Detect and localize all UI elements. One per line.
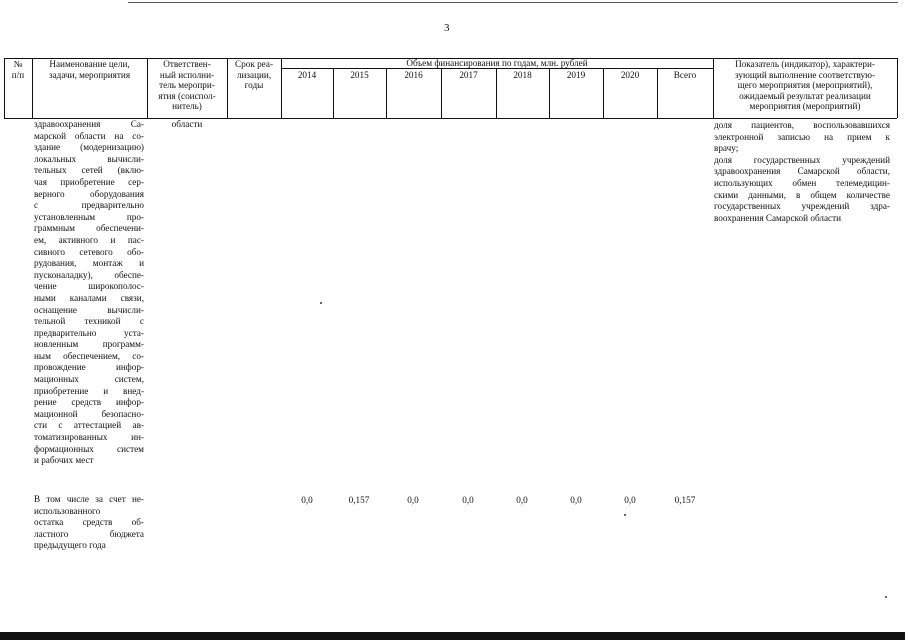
- row1-name: здравоохранения Са- марской области на со- здание (модернизацию) локальных вычисли- тельных сетей (вклю- чая приобретение сер- верного оборудования с предварительно установленным про- граммным обеспечени- ем, активного и пас- сивного сетевого обо- рудования, монтаж и пусконаладку), обеспе- чение широкополос- ными каналами связи, оснащение вычисли- тельной техникой с предварительно уста- новленным программ- ным обеспечением, со- провождение инфор- мационных систем, приобретение и внед- рение средств инфор- мационной безопасно- сти с аттестацией ав- томатизированных ин- формационных систем и рабочих мест: [34, 119, 144, 466]
- header-year-2015: 2015: [350, 70, 369, 80]
- header-funding-title: Объем финансирования по годам, млн. рублей: [406, 58, 588, 68]
- header-year-2014: 2014: [297, 70, 317, 80]
- header-indicator: Показатель (индикатор), характери- зующий выполнение соответствую- щего мероприятия (мероприятий), ожидаемый результат реализации мероприятия (мероприятий): [734, 59, 876, 111]
- value-2014: 0,0: [301, 495, 313, 505]
- top-rule: [128, 2, 898, 3]
- scan-speck: [885, 596, 887, 598]
- value-2018: 0,0: [516, 495, 528, 505]
- row2-name: В том числе за счет не- использованного остатка средств об- ластного бюджета предыдущего года: [34, 494, 144, 551]
- scan-speck: [624, 514, 626, 516]
- header-year-2019: 2019: [566, 70, 586, 80]
- value-total: 0,157: [674, 495, 696, 505]
- header-year-2017: 2017: [459, 70, 478, 80]
- value-2017: 0,0: [462, 495, 474, 505]
- header-year-2018: 2018: [513, 70, 532, 80]
- value-2019: 0,0: [570, 495, 582, 505]
- scan-speck: [320, 302, 322, 304]
- page-number: 3: [444, 22, 450, 34]
- value-2016: 0,0: [407, 495, 419, 505]
- header-year-2016: 2016: [404, 70, 423, 80]
- bottom-border: [0, 632, 905, 640]
- header-term: Срок реа- лизации, годы: [235, 59, 273, 90]
- header-num: № п/п: [11, 59, 25, 80]
- header-name: Наименование цели, задачи, мероприятия: [48, 59, 131, 80]
- value-2015: 0,157: [348, 495, 370, 505]
- header-year-2020: 2020: [620, 70, 640, 80]
- header-responsible: Ответствен- ный исполни- тель меропри- ятия (соиспол- нитель): [158, 59, 216, 111]
- row1-indicator: доля пациентов, воспользовавшихся электронной записью на прием к врачу; доля государственных учреждений здравоохранения Самарской области, использующих обмен телемедицин- скими данными, в общем количестве государственных учреждений здра- воохранения Самарской области: [714, 120, 890, 223]
- row1-responsible: области: [171, 119, 203, 129]
- header-total: Всего: [673, 70, 697, 80]
- value-2020: 0,0: [624, 495, 636, 505]
